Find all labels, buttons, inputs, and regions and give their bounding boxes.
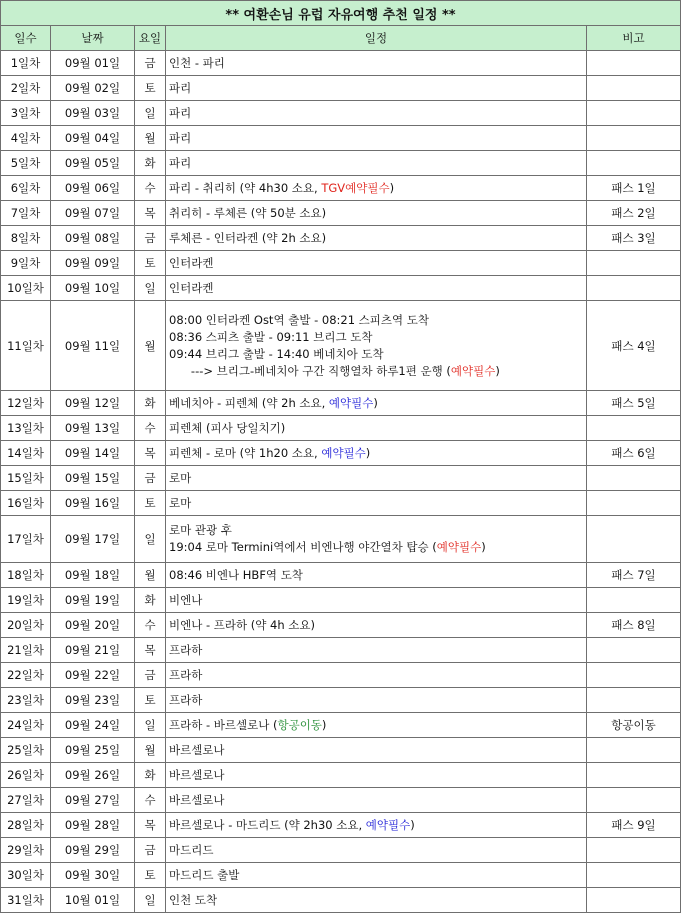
schedule-line bbox=[169, 742, 586, 759]
schedule-line bbox=[169, 692, 586, 709]
schedule-line bbox=[169, 205, 586, 222]
schedule-line bbox=[169, 280, 586, 297]
weekday-cell[interactable]: 토 bbox=[135, 491, 166, 516]
schedule-cell[interactable] bbox=[166, 763, 587, 788]
day-cell[interactable]: 4일차 bbox=[1, 126, 51, 151]
schedule-text: 19:04 로마 Termini역에서 비엔나행 야간열차 탑승 ( bbox=[169, 540, 437, 554]
weekday-cell[interactable]: 화 bbox=[135, 588, 166, 613]
note-cell[interactable]: 패스 1일 bbox=[587, 176, 681, 201]
note-cell[interactable] bbox=[587, 491, 681, 516]
schedule-line bbox=[169, 842, 586, 859]
schedule-cell[interactable] bbox=[166, 201, 587, 226]
day-cell[interactable]: 16일차 bbox=[1, 491, 51, 516]
schedule-line bbox=[169, 312, 586, 329]
weekday-cell[interactable]: 금 bbox=[135, 838, 166, 863]
table-row bbox=[1, 176, 681, 201]
note-cell[interactable] bbox=[587, 151, 681, 176]
day-cell[interactable]: 31일차 bbox=[1, 888, 51, 913]
date-cell[interactable]: 10월 01일 bbox=[51, 888, 135, 913]
highlight-text: 예약필수 bbox=[328, 395, 374, 410]
schedule-text: 바르셀로나 bbox=[169, 792, 225, 807]
weekday-cell[interactable]: 일 bbox=[135, 276, 166, 301]
schedule-line bbox=[169, 567, 586, 584]
schedule-line bbox=[169, 867, 586, 884]
table-row bbox=[1, 613, 681, 638]
header-weekday[interactable]: 요일 bbox=[135, 26, 166, 51]
schedule-line bbox=[169, 329, 586, 346]
weekday-cell[interactable]: 일 bbox=[135, 713, 166, 738]
schedule-cell[interactable] bbox=[166, 713, 587, 738]
weekday-cell[interactable]: 금 bbox=[135, 466, 166, 491]
weekday-cell[interactable]: 목 bbox=[135, 441, 166, 466]
note-cell[interactable] bbox=[587, 588, 681, 613]
schedule-cell[interactable] bbox=[166, 76, 587, 101]
schedule-text: 프라하 bbox=[169, 642, 203, 657]
table-row bbox=[1, 491, 681, 516]
note-cell[interactable]: 패스 5일 bbox=[587, 391, 681, 416]
weekday-cell[interactable]: 금 bbox=[135, 226, 166, 251]
schedule-cell[interactable] bbox=[166, 176, 587, 201]
day-cell[interactable]: 21일차 bbox=[1, 638, 51, 663]
schedule-text: 인천 도착 bbox=[169, 892, 218, 907]
weekday-cell[interactable]: 목 bbox=[135, 201, 166, 226]
schedule-cell[interactable] bbox=[166, 391, 587, 416]
sheet-title[interactable]: ** 여환손님 유럽 자유여행 추천 일정 ** bbox=[1, 1, 681, 26]
schedule-cell[interactable] bbox=[166, 688, 587, 713]
date-cell[interactable]: 09월 06일 bbox=[51, 176, 135, 201]
highlight-text: 예약필수 bbox=[321, 445, 366, 460]
table-row bbox=[1, 466, 681, 491]
weekday-cell[interactable]: 목 bbox=[135, 638, 166, 663]
day-cell[interactable]: 12일차 bbox=[1, 391, 51, 416]
weekday-cell[interactable]: 월 bbox=[135, 301, 166, 391]
day-cell[interactable]: 13일차 bbox=[1, 416, 51, 441]
itinerary-rows bbox=[1, 51, 681, 913]
day-cell[interactable]: 29일차 bbox=[1, 838, 51, 863]
schedule-text: ) bbox=[365, 445, 371, 460]
schedule-line bbox=[169, 105, 586, 122]
table-row bbox=[1, 126, 681, 151]
schedule-line bbox=[169, 80, 586, 97]
weekday-cell[interactable]: 수 bbox=[135, 176, 166, 201]
schedule-line bbox=[169, 817, 586, 834]
note-cell[interactable] bbox=[587, 276, 681, 301]
schedule-cell[interactable] bbox=[166, 788, 587, 813]
schedule-text: 인터라켄 bbox=[169, 255, 214, 270]
note-cell[interactable] bbox=[587, 466, 681, 491]
schedule-text: 로마 bbox=[169, 470, 192, 485]
header-day[interactable]: 일수 bbox=[1, 26, 51, 51]
table-row bbox=[1, 441, 681, 466]
date-cell[interactable]: 09월 28일 bbox=[51, 813, 135, 838]
schedule-line bbox=[169, 539, 586, 556]
date-cell[interactable]: 09월 15일 bbox=[51, 466, 135, 491]
note-cell[interactable] bbox=[587, 688, 681, 713]
day-cell[interactable]: 24일차 bbox=[1, 713, 51, 738]
schedule-text: 마드리드 출발 bbox=[169, 867, 240, 882]
day-cell[interactable]: 14일차 bbox=[1, 441, 51, 466]
date-cell[interactable]: 09월 26일 bbox=[51, 763, 135, 788]
day-cell[interactable]: 26일차 bbox=[1, 763, 51, 788]
date-cell[interactable]: 09월 22일 bbox=[51, 663, 135, 688]
day-cell[interactable]: 10일차 bbox=[1, 276, 51, 301]
table-row bbox=[1, 763, 681, 788]
weekday-cell[interactable]: 수 bbox=[135, 416, 166, 441]
schedule-text: ) bbox=[410, 817, 415, 832]
header-note[interactable]: 비고 bbox=[587, 26, 681, 51]
schedule-line bbox=[169, 717, 586, 734]
note-cell[interactable]: 패스 8일 bbox=[587, 613, 681, 638]
schedule-text: 프라하 bbox=[169, 692, 203, 707]
highlight-text: 예약필수 bbox=[450, 363, 496, 378]
weekday-cell[interactable]: 월 bbox=[135, 126, 166, 151]
weekday-cell[interactable]: 토 bbox=[135, 251, 166, 276]
schedule-text: ) bbox=[495, 363, 500, 378]
date-cell[interactable]: 09월 11일 bbox=[51, 301, 135, 391]
table-row bbox=[1, 101, 681, 126]
note-cell[interactable]: 패스 4일 bbox=[587, 301, 681, 391]
schedule-text: ) bbox=[373, 395, 378, 410]
date-cell[interactable]: 09월 16일 bbox=[51, 491, 135, 516]
highlight-text: 예약필수 bbox=[436, 540, 482, 554]
schedule-line bbox=[169, 617, 586, 634]
date-cell[interactable]: 09월 30일 bbox=[51, 863, 135, 888]
date-cell[interactable]: 09월 17일 bbox=[51, 516, 135, 563]
day-cell[interactable]: 5일차 bbox=[1, 151, 51, 176]
schedule-text: 파리 - 취리히 (약 4h30 소요, bbox=[169, 180, 322, 195]
schedule-cell[interactable] bbox=[166, 151, 587, 176]
day-cell[interactable]: 20일차 bbox=[1, 613, 51, 638]
table-row bbox=[1, 688, 681, 713]
highlight-text: TGV예약필수 bbox=[321, 180, 390, 195]
schedule-line bbox=[169, 130, 586, 147]
schedule-cell[interactable] bbox=[166, 226, 587, 251]
schedule-line bbox=[169, 892, 586, 909]
schedule-text: ---> 브리그-베네치아 구간 직행열차 하루1편 운행 ( bbox=[169, 363, 451, 378]
schedule-text: 피렌체 - 로마 (약 1h20 소요, bbox=[169, 445, 322, 460]
day-cell[interactable]: 25일차 bbox=[1, 738, 51, 763]
schedule-line bbox=[169, 495, 586, 512]
date-cell[interactable]: 09월 07일 bbox=[51, 201, 135, 226]
day-cell[interactable]: 15일차 bbox=[1, 466, 51, 491]
note-cell[interactable] bbox=[587, 126, 681, 151]
schedule-line bbox=[169, 363, 586, 380]
schedule-text: 08:36 스피츠 출발 - 09:11 브리그 도착 bbox=[169, 329, 373, 344]
weekday-cell[interactable]: 월 bbox=[135, 738, 166, 763]
schedule-text: 인터라켄 bbox=[169, 280, 214, 295]
date-cell[interactable]: 09월 25일 bbox=[51, 738, 135, 763]
weekday-cell[interactable]: 화 bbox=[135, 151, 166, 176]
note-cell[interactable]: 패스 3일 bbox=[587, 226, 681, 251]
note-cell[interactable] bbox=[587, 763, 681, 788]
highlight-text: 예약필수 bbox=[365, 817, 411, 832]
table-row bbox=[1, 788, 681, 813]
schedule-line bbox=[169, 470, 586, 487]
day-cell[interactable]: 23일차 bbox=[1, 688, 51, 713]
schedule-line bbox=[169, 642, 586, 659]
schedule-line bbox=[169, 395, 586, 412]
schedule-text: ) bbox=[389, 180, 395, 195]
schedule-cell[interactable] bbox=[166, 663, 587, 688]
weekday-cell[interactable]: 일 bbox=[135, 101, 166, 126]
schedule-cell[interactable] bbox=[166, 466, 587, 491]
date-cell[interactable]: 09월 27일 bbox=[51, 788, 135, 813]
note-cell[interactable]: 패스 7일 bbox=[587, 563, 681, 588]
weekday-cell[interactable]: 월 bbox=[135, 563, 166, 588]
schedule-text: ) bbox=[481, 540, 486, 554]
date-cell[interactable]: 09월 23일 bbox=[51, 688, 135, 713]
table-row bbox=[1, 588, 681, 613]
schedule-cell[interactable] bbox=[166, 251, 587, 276]
schedule-text: 파리 bbox=[169, 105, 192, 120]
day-cell[interactable]: 17일차 bbox=[1, 516, 51, 563]
schedule-cell[interactable] bbox=[166, 416, 587, 441]
day-cell[interactable]: 6일차 bbox=[1, 176, 51, 201]
day-cell[interactable]: 9일차 bbox=[1, 251, 51, 276]
schedule-text: 루체른 - 인터라켄 (약 2h 소요) bbox=[169, 230, 327, 245]
day-cell[interactable]: 19일차 bbox=[1, 588, 51, 613]
schedule-text: 로마 bbox=[169, 495, 192, 510]
day-cell[interactable]: 3일차 bbox=[1, 101, 51, 126]
schedule-text: ) bbox=[321, 717, 327, 732]
schedule-cell[interactable] bbox=[166, 638, 587, 663]
note-cell[interactable] bbox=[587, 101, 681, 126]
day-cell[interactable]: 2일차 bbox=[1, 76, 51, 101]
note-cell[interactable] bbox=[587, 638, 681, 663]
note-cell[interactable] bbox=[587, 251, 681, 276]
schedule-cell[interactable] bbox=[166, 863, 587, 888]
schedule-line bbox=[169, 155, 586, 172]
schedule-text: 08:00 인터라켄 Ost역 출발 - 08:21 스피츠역 도착 bbox=[169, 312, 429, 327]
note-cell[interactable] bbox=[587, 788, 681, 813]
schedule-cell[interactable] bbox=[166, 276, 587, 301]
table-row bbox=[1, 201, 681, 226]
date-cell[interactable]: 09월 09일 bbox=[51, 251, 135, 276]
day-cell[interactable]: 11일차 bbox=[1, 301, 51, 391]
weekday-cell[interactable]: 토 bbox=[135, 76, 166, 101]
note-cell[interactable] bbox=[587, 516, 681, 563]
note-cell[interactable] bbox=[587, 416, 681, 441]
table-row bbox=[1, 813, 681, 838]
date-cell[interactable]: 09월 03일 bbox=[51, 101, 135, 126]
weekday-cell[interactable]: 수 bbox=[135, 788, 166, 813]
table-row bbox=[1, 151, 681, 176]
day-cell[interactable]: 1일차 bbox=[1, 51, 51, 76]
schedule-cell[interactable] bbox=[166, 441, 587, 466]
schedule-text: 취리히 - 루체른 (약 50분 소요) bbox=[169, 205, 327, 220]
table-row bbox=[1, 563, 681, 588]
note-cell[interactable] bbox=[587, 51, 681, 76]
schedule-text: 바르셀로나 - 마드리드 (약 2h30 소요, bbox=[169, 817, 366, 832]
day-cell[interactable]: 27일차 bbox=[1, 788, 51, 813]
schedule-cell[interactable] bbox=[166, 888, 587, 913]
weekday-cell[interactable]: 금 bbox=[135, 51, 166, 76]
table-row bbox=[1, 888, 681, 913]
schedule-text: 비엔나 - 프라하 (약 4h 소요) bbox=[169, 617, 315, 632]
date-cell[interactable]: 09월 08일 bbox=[51, 226, 135, 251]
date-cell[interactable]: 09월 12일 bbox=[51, 391, 135, 416]
schedule-text: 파리 bbox=[169, 155, 192, 170]
day-cell[interactable]: 22일차 bbox=[1, 663, 51, 688]
schedule-line bbox=[169, 792, 586, 809]
schedule-line bbox=[169, 445, 586, 462]
schedule-line bbox=[169, 667, 586, 684]
date-cell[interactable]: 09월 04일 bbox=[51, 126, 135, 151]
table-row bbox=[1, 391, 681, 416]
schedule-text: 프라하 bbox=[169, 667, 203, 682]
date-cell[interactable]: 09월 21일 bbox=[51, 638, 135, 663]
schedule-cell[interactable] bbox=[166, 563, 587, 588]
weekday-cell[interactable]: 일 bbox=[135, 516, 166, 563]
schedule-cell[interactable] bbox=[166, 813, 587, 838]
day-cell[interactable]: 7일차 bbox=[1, 201, 51, 226]
table-row bbox=[1, 738, 681, 763]
date-cell[interactable]: 09월 05일 bbox=[51, 151, 135, 176]
date-cell[interactable]: 09월 29일 bbox=[51, 838, 135, 863]
table-row bbox=[1, 51, 681, 76]
weekday-cell[interactable]: 화 bbox=[135, 391, 166, 416]
note-cell[interactable] bbox=[587, 863, 681, 888]
note-cell[interactable] bbox=[587, 738, 681, 763]
date-cell[interactable]: 09월 18일 bbox=[51, 563, 135, 588]
date-cell[interactable]: 09월 13일 bbox=[51, 416, 135, 441]
table-row bbox=[1, 416, 681, 441]
weekday-cell[interactable]: 목 bbox=[135, 813, 166, 838]
table-row bbox=[1, 863, 681, 888]
table-row bbox=[1, 713, 681, 738]
schedule-text: 비엔나 bbox=[169, 592, 203, 607]
date-cell[interactable]: 09월 10일 bbox=[51, 276, 135, 301]
schedule-text: 바르셀로나 bbox=[169, 742, 225, 757]
schedule-line bbox=[169, 255, 586, 272]
weekday-cell[interactable]: 토 bbox=[135, 688, 166, 713]
schedule-cell[interactable] bbox=[166, 101, 587, 126]
date-cell[interactable]: 09월 14일 bbox=[51, 441, 135, 466]
schedule-text: 로마 관광 후 bbox=[169, 523, 232, 537]
table-row bbox=[1, 663, 681, 688]
schedule-text: 마드리드 bbox=[169, 842, 214, 857]
schedule-cell[interactable] bbox=[166, 301, 587, 391]
schedule-cell[interactable] bbox=[166, 613, 587, 638]
note-cell[interactable]: 패스 2일 bbox=[587, 201, 681, 226]
schedule-line bbox=[169, 420, 586, 437]
day-cell[interactable]: 18일차 bbox=[1, 563, 51, 588]
schedule-cell[interactable] bbox=[166, 838, 587, 863]
schedule-text: 바르셀로나 bbox=[169, 767, 225, 782]
table-row bbox=[1, 301, 681, 391]
note-cell[interactable] bbox=[587, 838, 681, 863]
schedule-cell[interactable] bbox=[166, 738, 587, 763]
table-row bbox=[1, 276, 681, 301]
date-cell[interactable]: 09월 02일 bbox=[51, 76, 135, 101]
weekday-cell[interactable]: 토 bbox=[135, 863, 166, 888]
schedule-text: 피렌체 (피사 당일치기) bbox=[169, 420, 286, 435]
table-row bbox=[1, 516, 681, 563]
date-cell[interactable]: 09월 01일 bbox=[51, 51, 135, 76]
note-cell[interactable] bbox=[587, 888, 681, 913]
weekday-cell[interactable]: 금 bbox=[135, 663, 166, 688]
schedule-text: 08:46 비엔나 HBF역 도착 bbox=[169, 567, 303, 582]
day-cell[interactable]: 8일차 bbox=[1, 226, 51, 251]
schedule-line bbox=[169, 767, 586, 784]
schedule-line bbox=[169, 522, 586, 539]
schedule-cell[interactable] bbox=[166, 126, 587, 151]
weekday-cell[interactable]: 수 bbox=[135, 613, 166, 638]
weekday-cell[interactable]: 일 bbox=[135, 888, 166, 913]
note-cell[interactable] bbox=[587, 663, 681, 688]
schedule-cell[interactable] bbox=[166, 516, 587, 563]
schedule-text: 인천 - 파리 bbox=[169, 55, 225, 70]
header-schedule[interactable]: 일정 bbox=[166, 26, 587, 51]
date-cell[interactable]: 09월 19일 bbox=[51, 588, 135, 613]
note-cell[interactable]: 패스 6일 bbox=[587, 441, 681, 466]
table-row bbox=[1, 838, 681, 863]
table-row bbox=[1, 251, 681, 276]
table-row bbox=[1, 76, 681, 101]
date-cell[interactable]: 09월 20일 bbox=[51, 613, 135, 638]
day-cell[interactable]: 28일차 bbox=[1, 813, 51, 838]
weekday-cell[interactable]: 화 bbox=[135, 763, 166, 788]
note-cell[interactable] bbox=[587, 76, 681, 101]
note-cell[interactable]: 패스 9일 bbox=[587, 813, 681, 838]
table-row bbox=[1, 638, 681, 663]
schedule-text: 프라하 - 바르셀로나 ( bbox=[169, 717, 278, 732]
day-cell[interactable]: 30일차 bbox=[1, 863, 51, 888]
note-cell[interactable]: 항공이동 bbox=[587, 713, 681, 738]
schedule-line bbox=[169, 230, 586, 247]
schedule-text: 파리 bbox=[169, 80, 192, 95]
highlight-text: 항공이동 bbox=[277, 717, 322, 732]
date-cell[interactable]: 09월 24일 bbox=[51, 713, 135, 738]
schedule-text: 09:44 브리그 출발 - 14:40 베네치아 도착 bbox=[169, 346, 384, 361]
header-date[interactable]: 날짜 bbox=[51, 26, 135, 51]
schedule-line bbox=[169, 346, 586, 363]
schedule-line bbox=[169, 592, 586, 609]
schedule-text: 파리 bbox=[169, 130, 192, 145]
schedule-line bbox=[169, 55, 586, 72]
schedule-cell[interactable] bbox=[166, 491, 587, 516]
schedule-line bbox=[169, 180, 586, 197]
schedule-cell[interactable] bbox=[166, 51, 587, 76]
schedule-cell[interactable] bbox=[166, 588, 587, 613]
table-row bbox=[1, 226, 681, 251]
schedule-text: 베네치아 - 피렌체 (약 2h 소요, bbox=[169, 395, 329, 410]
